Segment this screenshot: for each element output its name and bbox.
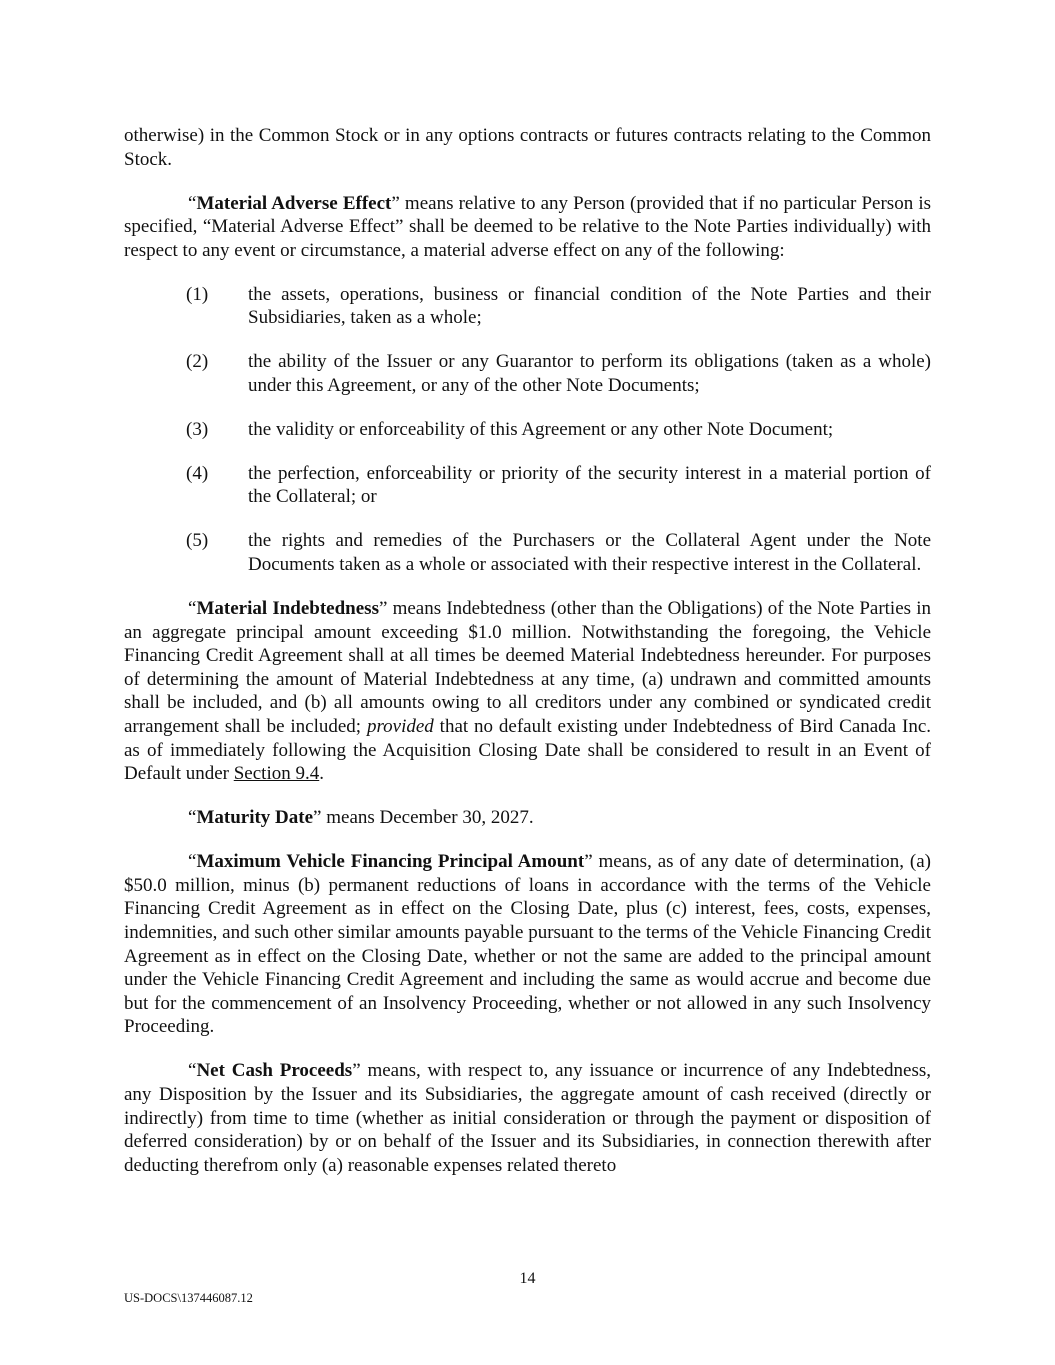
definition-text: means, as of any date of determination, (a) $50.0 million, minus (b) permanent reductions of loans in accordance with the terms of the Vehicle Financing Credit Agreement as in effect on the Closing Date, plus (c) interest, fees, costs, expenses, indemnities, and such other similar amounts payable pursuant to the terms of the Vehicle Financing Credit Agreement as in effect on the Closing Date, whether or not the same are added to the principal amount under the Vehicle Financing Credit Agreement and including the same as would accrue and become due but for the commencement of an Insolvency Proceeding, whether or not allowed in any such Insolvency Proceeding. bbox=[124, 851, 931, 1038]
italic-provided: provided bbox=[366, 716, 434, 738]
open-quote: “ bbox=[188, 1060, 197, 1082]
mae-list bbox=[124, 283, 931, 577]
definition-maximum-vehicle-financing-principal-amount bbox=[124, 850, 931, 1039]
definition-text: means, with respect to, any issuance or incurrence of any Indebtedness, any Disposition by the Issuer and its Subsidiaries, the aggregate amount of cash received (directly or indirectly) from time to time (whether as initial consideration or through the payment or disposition of deferred consideration) by or on behalf of the Issuer and its Subsidiaries, in connection therewith after deducting therefrom only (a) reasonable expenses related thereto bbox=[124, 1060, 931, 1176]
open-quote: “ bbox=[188, 598, 197, 620]
close-quote: ” bbox=[584, 851, 593, 873]
document-id: US-DOCS\137446087.12 bbox=[124, 1291, 253, 1305]
close-quote: ” bbox=[313, 807, 322, 829]
list-number: (5) bbox=[186, 530, 209, 552]
paragraph-continuation: otherwise) in the Common Stock or in any options contracts or futures contracts relating to the Common Stock. bbox=[124, 125, 931, 170]
list-item bbox=[124, 418, 931, 442]
list-item bbox=[124, 462, 931, 509]
close-quote: ” bbox=[391, 192, 400, 214]
definition-net-cash-proceeds bbox=[124, 1059, 931, 1177]
page-number: 14 bbox=[519, 1270, 536, 1287]
open-quote: “ bbox=[188, 851, 197, 873]
definition-material-indebtedness bbox=[124, 597, 931, 786]
defined-term: Net Cash Proceeds bbox=[196, 1060, 353, 1082]
list-text: the assets, operations, business or financial condition of the Note Parties and their Subsidiaries, taken as a whole; bbox=[248, 283, 931, 329]
period: . bbox=[319, 763, 324, 785]
definition-text: means Indebtedness (other than the Obligations) of the Note Parties in an aggregate principal amount exceeding $1.0 million. Notwithstanding the foregoing, the Vehicle Financing Credit Agreement shall at all times be deemed Material Indebtedness hereunder. For purposes of determining the amount of Material Indebtedness at any time, (a) undrawn and committed amounts shall be included, and (b) all amounts owing to all creditors under any combined or syndicated credit arrangement shall be included; bbox=[124, 598, 932, 738]
defined-term: Maturity Date bbox=[196, 807, 314, 829]
open-quote: “ bbox=[188, 192, 197, 214]
list-text: the validity or enforceability of this Agreement or any other Note Document; bbox=[248, 418, 834, 440]
definition-text: means December 30, 2027. bbox=[321, 807, 534, 829]
defined-term: Maximum Vehicle Financing Principal Amount bbox=[196, 851, 585, 873]
list-text: the rights and remedies of the Purchasers or the Collateral Agent under the Note Documents taken as a whole or associated with their respective interest in the Collateral. bbox=[248, 530, 931, 576]
open-quote: “ bbox=[188, 807, 197, 829]
definition-text: means relative to any Person (provided that if no particular Person is specified, “Material Adverse Effect” shall be deemed to be relative to the Note Parties individually) with respect to any event or circumstance, a material adverse effect on any of the following: bbox=[124, 192, 931, 261]
definition-text-continued: that no default existing under Indebtedness of Bird Canada Inc. as of immediately following the Acquisition Closing Date shall be considered to result in an Event of Default under bbox=[124, 716, 931, 785]
list-text: the perfection, enforceability or priority of the security interest in a material portion of the Collateral; or bbox=[248, 462, 931, 508]
list-number: (4) bbox=[186, 462, 209, 484]
section-reference: Section 9.4 bbox=[233, 763, 320, 785]
list-number: (1) bbox=[186, 283, 209, 305]
list-item bbox=[124, 283, 931, 330]
list-item bbox=[124, 350, 931, 397]
defined-term: Material Adverse Effect bbox=[196, 192, 392, 214]
defined-term: Material Indebtedness bbox=[196, 598, 379, 620]
close-quote: ” bbox=[378, 598, 388, 620]
list-item bbox=[124, 529, 931, 576]
definition-material-adverse-effect bbox=[124, 192, 931, 263]
document-body bbox=[124, 124, 931, 1198]
list-number: (3) bbox=[186, 418, 209, 440]
definition-maturity-date bbox=[124, 806, 931, 830]
list-text: the ability of the Issuer or any Guarantor to perform its obligations (taken as a whole) under this Agreement, or any of the other Note Documents; bbox=[248, 351, 931, 396]
list-number: (2) bbox=[186, 351, 209, 373]
close-quote: ” bbox=[352, 1060, 361, 1082]
